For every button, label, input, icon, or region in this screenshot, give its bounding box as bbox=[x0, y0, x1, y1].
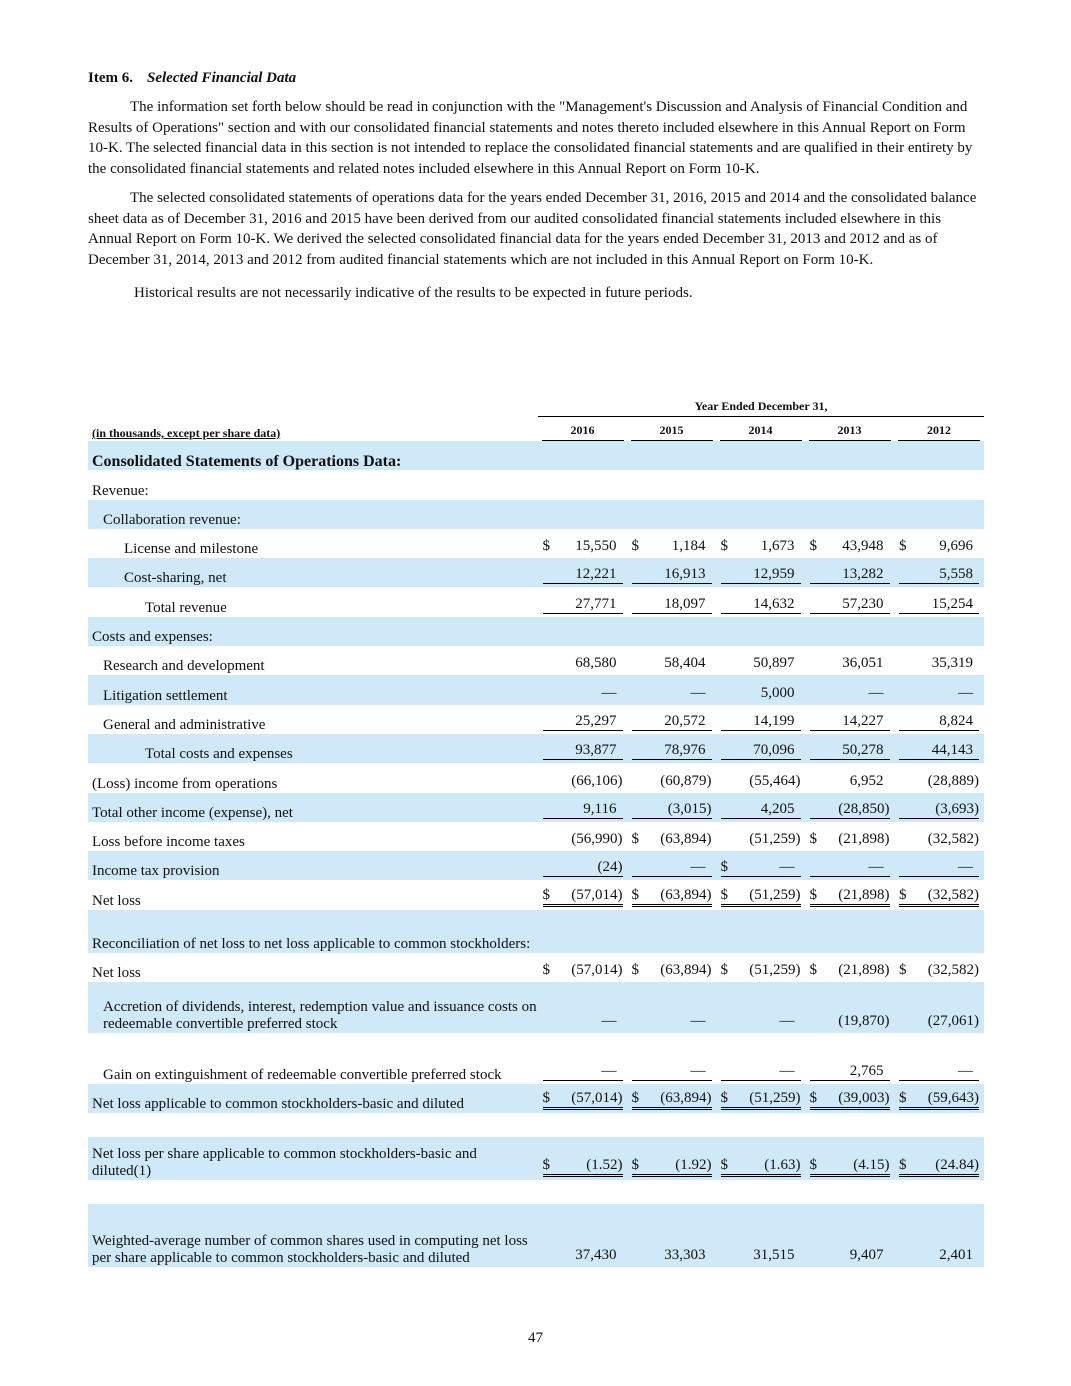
cell-value: (63,894) bbox=[660, 962, 712, 979]
table-row bbox=[88, 558, 984, 587]
currency-symbol: $ bbox=[809, 538, 817, 555]
value-cell bbox=[716, 734, 805, 763]
value-cell bbox=[805, 705, 894, 734]
cell-value: (21,898) bbox=[838, 831, 890, 848]
cell-value: (66,106) bbox=[571, 772, 623, 789]
value-cell bbox=[894, 1033, 984, 1084]
row-label: Net loss per share applicable to common stockholders-basic and diluted(1) bbox=[88, 1137, 538, 1180]
cell-value: 18,097 bbox=[664, 595, 706, 612]
cell-value: (1.52) bbox=[586, 1157, 623, 1174]
cell-value: (3,693) bbox=[935, 800, 980, 817]
value-cell bbox=[894, 617, 984, 646]
spacer-row bbox=[88, 1180, 984, 1204]
value-cell bbox=[716, 793, 805, 822]
value-cell bbox=[716, 558, 805, 587]
table-row bbox=[88, 1084, 984, 1113]
cell-value: — bbox=[779, 1063, 795, 1080]
value-cell bbox=[538, 793, 627, 822]
cell-value: 1,673 bbox=[760, 538, 795, 555]
value-cell bbox=[538, 1137, 627, 1180]
value-cell bbox=[538, 675, 627, 704]
cell-value: — bbox=[601, 1013, 617, 1030]
value-cell bbox=[538, 851, 627, 880]
currency-symbol: $ bbox=[542, 538, 550, 555]
cell-value: 15,254 bbox=[931, 595, 974, 612]
cell-value: — bbox=[779, 859, 795, 876]
value-cell bbox=[627, 734, 716, 763]
row-label: Consolidated Statements of Operations Data: bbox=[88, 441, 538, 470]
value-cell bbox=[894, 851, 984, 880]
currency-symbol: $ bbox=[631, 886, 639, 903]
table-row bbox=[88, 470, 984, 499]
value-cell bbox=[805, 529, 894, 558]
value-cell bbox=[894, 953, 984, 982]
cell-value: (56,990) bbox=[571, 831, 623, 848]
row-label: Research and development bbox=[103, 658, 265, 675]
value-cell bbox=[627, 441, 716, 470]
value-cell bbox=[716, 587, 805, 616]
currency-symbol: $ bbox=[631, 831, 639, 848]
cell-value: — bbox=[690, 1063, 706, 1080]
cell-value: (3,015) bbox=[667, 800, 712, 817]
row-label: License and milestone bbox=[124, 541, 259, 558]
value-cell bbox=[805, 734, 894, 763]
value-cell bbox=[538, 763, 627, 792]
currency-symbol: $ bbox=[720, 859, 728, 876]
document-body bbox=[88, 70, 983, 313]
table-row bbox=[88, 1204, 984, 1267]
value-cell bbox=[538, 441, 627, 470]
currency-symbol: $ bbox=[899, 538, 907, 555]
cell-value: (4.15) bbox=[853, 1157, 890, 1174]
cell-value: 6,952 bbox=[849, 772, 884, 789]
value-cell bbox=[627, 763, 716, 792]
cell-value: 9,696 bbox=[939, 538, 974, 555]
cell-value: 44,143 bbox=[931, 742, 974, 759]
value-cell bbox=[627, 529, 716, 558]
value-cell bbox=[805, 646, 894, 675]
value-cell bbox=[716, 851, 805, 880]
table-row bbox=[88, 617, 984, 646]
cell-value: 31,515 bbox=[753, 1247, 795, 1264]
value-cell bbox=[716, 822, 805, 851]
cell-value: (63,894) bbox=[660, 1090, 712, 1107]
year-header: 2012 bbox=[898, 423, 980, 441]
value-cell bbox=[627, 675, 716, 704]
value-cell bbox=[805, 500, 894, 529]
value-cell bbox=[894, 500, 984, 529]
value-cell bbox=[805, 793, 894, 822]
cell-value: 27,771 bbox=[575, 595, 617, 612]
cell-value: (57,014) bbox=[571, 962, 623, 979]
cell-value: 33,303 bbox=[664, 1247, 706, 1264]
row-label: Revenue: bbox=[92, 482, 149, 499]
row-label: Accretion of dividends, interest, redemption value and issuance costs on redeemable convertible preferred stock bbox=[88, 982, 538, 1033]
cell-value: — bbox=[690, 859, 706, 876]
value-cell bbox=[894, 646, 984, 675]
cell-value: 43,948 bbox=[842, 538, 884, 555]
cell-value: 58,404 bbox=[664, 655, 706, 672]
value-cell bbox=[627, 982, 716, 1033]
value-cell bbox=[538, 705, 627, 734]
cell-value: 2,401 bbox=[939, 1247, 974, 1264]
cell-value: 8,824 bbox=[939, 712, 974, 729]
cell-value: (32,582) bbox=[927, 962, 980, 979]
value-cell bbox=[538, 646, 627, 675]
value-cell bbox=[805, 617, 894, 646]
cell-value: (24.84) bbox=[935, 1157, 980, 1174]
cell-value: (32,582) bbox=[927, 886, 980, 903]
row-label: Net loss applicable to common stockholders-basic and diluted bbox=[88, 1084, 538, 1113]
table-row bbox=[88, 705, 984, 734]
currency-symbol: $ bbox=[720, 1157, 728, 1174]
value-cell bbox=[716, 763, 805, 792]
value-cell bbox=[538, 587, 627, 616]
cell-value: (19,870) bbox=[838, 1013, 890, 1030]
currency-symbol: $ bbox=[899, 1157, 907, 1174]
currency-symbol: $ bbox=[542, 886, 550, 903]
selected-financial-data-table bbox=[88, 393, 984, 1267]
value-cell bbox=[538, 910, 627, 953]
value-cell bbox=[805, 587, 894, 616]
value-cell bbox=[894, 982, 984, 1033]
currency-symbol: $ bbox=[631, 538, 639, 555]
currency-symbol: $ bbox=[899, 886, 907, 903]
value-cell bbox=[538, 734, 627, 763]
value-cell bbox=[538, 1204, 627, 1267]
cell-value: 16,913 bbox=[664, 566, 706, 583]
value-cell bbox=[627, 617, 716, 646]
value-cell bbox=[894, 587, 984, 616]
value-cell bbox=[805, 558, 894, 587]
cell-value: (21,898) bbox=[838, 886, 890, 903]
value-cell bbox=[894, 1137, 984, 1180]
cell-value: — bbox=[958, 859, 974, 876]
cell-value: — bbox=[868, 859, 884, 876]
cell-value: 37,430 bbox=[575, 1247, 617, 1264]
cell-value: — bbox=[868, 684, 884, 701]
cell-value: 36,051 bbox=[842, 655, 884, 672]
currency-symbol: $ bbox=[631, 1157, 639, 1174]
cell-value: (60,879) bbox=[660, 772, 712, 789]
cell-value: (63,894) bbox=[660, 831, 712, 848]
value-cell bbox=[894, 441, 984, 470]
cell-value: — bbox=[601, 1063, 617, 1080]
value-cell bbox=[894, 529, 984, 558]
table-row bbox=[88, 880, 984, 909]
cell-value: (39,003) bbox=[838, 1090, 890, 1107]
cell-value: (57,014) bbox=[571, 1090, 623, 1107]
cell-value: 14,227 bbox=[842, 712, 884, 729]
value-cell bbox=[805, 470, 894, 499]
cell-value: — bbox=[958, 684, 974, 701]
cell-value: 50,278 bbox=[842, 742, 884, 759]
table-row bbox=[88, 734, 984, 763]
value-cell bbox=[716, 617, 805, 646]
cell-value: 25,297 bbox=[575, 712, 617, 729]
cell-value: 15,550 bbox=[575, 538, 617, 555]
value-cell bbox=[716, 500, 805, 529]
value-cell bbox=[716, 910, 805, 953]
row-label: Reconciliation of net loss to net loss applicable to common stockholders: bbox=[88, 910, 538, 953]
table-row bbox=[88, 851, 984, 880]
value-cell bbox=[805, 763, 894, 792]
row-label: Cost-sharing, net bbox=[88, 558, 538, 587]
value-cell bbox=[627, 1137, 716, 1180]
cell-value: 12,221 bbox=[575, 566, 617, 583]
currency-symbol: $ bbox=[720, 962, 728, 979]
value-cell bbox=[716, 880, 805, 909]
currency-symbol: $ bbox=[809, 886, 817, 903]
cell-value: 14,632 bbox=[753, 595, 795, 612]
value-cell bbox=[716, 529, 805, 558]
value-cell bbox=[716, 1204, 805, 1267]
value-cell bbox=[538, 953, 627, 982]
value-cell bbox=[805, 675, 894, 704]
value-cell bbox=[538, 822, 627, 851]
table-row bbox=[88, 675, 984, 704]
value-cell bbox=[538, 1033, 627, 1084]
spacer-row bbox=[88, 1113, 984, 1137]
value-cell bbox=[627, 1033, 716, 1084]
value-cell bbox=[538, 500, 627, 529]
cell-value: (51,259) bbox=[749, 886, 801, 903]
year-header: 2015 bbox=[631, 423, 713, 441]
table-row bbox=[88, 953, 984, 982]
value-cell bbox=[894, 1084, 984, 1113]
value-cell bbox=[716, 1084, 805, 1113]
table-row bbox=[88, 1033, 984, 1084]
value-cell bbox=[627, 1084, 716, 1113]
derivation-paragraph: The selected consolidated statements of operations data for the years ended December 31, 2016, 2015 and 2014 and the consolidated balance sheet data as of December 31, 2016 and 2015 have been derived from our audited consolidated financial statements included elsewhere in this Annual Report on Form 10-K. We derived the selected consolidated financial data for the years ended December 31, 2013 and 2012 and as of December 31, 2014, 2013 and 2012 from audited financial statements which are not included in this Annual Report on Form 10-K. bbox=[88, 190, 977, 268]
value-cell bbox=[538, 529, 627, 558]
table-row bbox=[88, 763, 984, 792]
table-row bbox=[88, 793, 984, 822]
value-cell bbox=[894, 1204, 984, 1267]
cell-value: 78,976 bbox=[664, 742, 706, 759]
cell-value: — bbox=[690, 684, 706, 701]
value-cell bbox=[894, 470, 984, 499]
table-row bbox=[88, 529, 984, 558]
row-label: Net loss bbox=[92, 965, 141, 982]
row-label: (Loss) income from operations bbox=[92, 775, 278, 792]
table-row bbox=[88, 822, 984, 851]
cell-value: 35,319 bbox=[931, 655, 974, 672]
table-row bbox=[88, 441, 984, 470]
cell-value: (28,889) bbox=[927, 772, 980, 789]
currency-symbol: $ bbox=[631, 1090, 639, 1107]
cell-value: — bbox=[779, 1013, 795, 1030]
cell-value: 5,558 bbox=[939, 566, 974, 583]
currency-symbol: $ bbox=[809, 831, 817, 848]
value-cell bbox=[627, 500, 716, 529]
cell-value: (32,582) bbox=[927, 831, 980, 848]
value-cell bbox=[716, 705, 805, 734]
cell-value: (28,850) bbox=[838, 800, 890, 817]
historical-results-paragraph: Historical results are not necessarily indicative of the results to be expected in future periods. bbox=[134, 285, 693, 301]
value-cell bbox=[805, 910, 894, 953]
value-cell bbox=[805, 822, 894, 851]
value-cell bbox=[627, 953, 716, 982]
value-cell bbox=[894, 705, 984, 734]
cell-value: 2,765 bbox=[849, 1063, 884, 1080]
table-row bbox=[88, 1137, 984, 1180]
cell-value: 9,407 bbox=[849, 1247, 884, 1264]
currency-symbol: $ bbox=[720, 886, 728, 903]
cell-value: 57,230 bbox=[842, 595, 884, 612]
year-header: 2016 bbox=[542, 423, 624, 441]
row-label: Total costs and expenses bbox=[88, 734, 538, 763]
row-label: Total other income (expense), net bbox=[88, 793, 538, 822]
value-cell bbox=[716, 1137, 805, 1180]
value-cell bbox=[805, 1033, 894, 1084]
row-label: Income tax provision bbox=[88, 851, 538, 880]
value-cell bbox=[894, 880, 984, 909]
currency-symbol: $ bbox=[542, 1090, 550, 1107]
currency-symbol: $ bbox=[899, 1090, 907, 1107]
value-cell bbox=[894, 910, 984, 953]
cell-value: 1,184 bbox=[671, 538, 706, 555]
cell-value: (57,014) bbox=[571, 886, 623, 903]
value-cell bbox=[627, 851, 716, 880]
value-cell bbox=[805, 953, 894, 982]
table-row bbox=[88, 646, 984, 675]
currency-symbol: $ bbox=[809, 1157, 817, 1174]
table-row bbox=[88, 910, 984, 953]
cell-value: — bbox=[690, 1013, 706, 1030]
value-cell bbox=[716, 675, 805, 704]
cell-value: 50,897 bbox=[753, 655, 795, 672]
cell-value: (24) bbox=[597, 859, 623, 876]
row-label: General and administrative bbox=[103, 716, 266, 733]
cell-value: (63,894) bbox=[660, 886, 712, 903]
page-number: 47 bbox=[528, 1330, 543, 1346]
value-cell bbox=[716, 1033, 805, 1084]
cell-value: (51,259) bbox=[749, 962, 801, 979]
value-cell bbox=[894, 558, 984, 587]
currency-symbol: $ bbox=[809, 1090, 817, 1107]
cell-value: (21,898) bbox=[838, 962, 890, 979]
value-cell bbox=[627, 646, 716, 675]
value-cell bbox=[894, 822, 984, 851]
cell-value: 70,096 bbox=[753, 742, 795, 759]
currency-symbol: $ bbox=[899, 962, 907, 979]
value-cell bbox=[538, 558, 627, 587]
value-cell bbox=[716, 982, 805, 1033]
cell-value: — bbox=[958, 1063, 974, 1080]
value-cell bbox=[894, 675, 984, 704]
cell-value: (55,464) bbox=[749, 772, 801, 789]
currency-symbol: $ bbox=[542, 962, 550, 979]
value-cell bbox=[538, 617, 627, 646]
year-header: 2013 bbox=[809, 423, 891, 441]
currency-symbol: $ bbox=[809, 962, 817, 979]
cell-value: 5,000 bbox=[760, 684, 795, 701]
cell-value: 93,877 bbox=[575, 742, 617, 759]
section-heading bbox=[88, 70, 983, 87]
value-cell bbox=[894, 793, 984, 822]
value-cell bbox=[805, 1084, 894, 1113]
value-cell bbox=[627, 880, 716, 909]
row-label: Loss before income taxes bbox=[92, 834, 245, 851]
currency-symbol: $ bbox=[720, 1090, 728, 1107]
row-label: Litigation settlement bbox=[88, 675, 538, 704]
value-cell bbox=[538, 1084, 627, 1113]
cell-value: 13,282 bbox=[842, 566, 884, 583]
value-cell bbox=[716, 646, 805, 675]
cell-value: 4,205 bbox=[760, 800, 795, 817]
value-cell bbox=[805, 441, 894, 470]
value-cell bbox=[538, 880, 627, 909]
value-cell bbox=[805, 1137, 894, 1180]
value-cell bbox=[627, 822, 716, 851]
value-cell bbox=[805, 851, 894, 880]
item-number: Item 6. bbox=[88, 70, 133, 86]
value-cell bbox=[805, 880, 894, 909]
cell-value: 68,580 bbox=[575, 655, 617, 672]
value-cell bbox=[627, 587, 716, 616]
value-cell bbox=[627, 705, 716, 734]
row-label: Costs and expenses: bbox=[88, 617, 538, 646]
row-label: Gain on extinguishment of redeemable convertible preferred stock bbox=[103, 1067, 502, 1084]
currency-symbol: $ bbox=[720, 538, 728, 555]
value-cell bbox=[627, 793, 716, 822]
cell-value: (59,643) bbox=[927, 1090, 980, 1107]
value-cell bbox=[716, 470, 805, 499]
cell-value: (27,061) bbox=[927, 1013, 980, 1030]
year-header: 2014 bbox=[720, 423, 802, 441]
cell-value: (51,259) bbox=[749, 831, 801, 848]
value-cell bbox=[894, 734, 984, 763]
table-row bbox=[88, 587, 984, 616]
cell-value: (1.92) bbox=[675, 1157, 712, 1174]
cell-value: — bbox=[601, 684, 617, 701]
value-cell bbox=[805, 1204, 894, 1267]
value-cell bbox=[627, 558, 716, 587]
value-cell bbox=[716, 441, 805, 470]
cell-value: (51,259) bbox=[749, 1090, 801, 1107]
value-cell bbox=[627, 910, 716, 953]
units-label: (in thousands, except per share data) bbox=[92, 426, 281, 440]
table-row bbox=[88, 500, 984, 529]
value-cell bbox=[805, 982, 894, 1033]
row-label: Net loss bbox=[92, 892, 141, 909]
table-row bbox=[88, 982, 984, 1033]
value-cell bbox=[627, 470, 716, 499]
value-cell bbox=[538, 470, 627, 499]
row-label: Total revenue bbox=[145, 599, 227, 616]
section-title: Selected Financial Data bbox=[147, 70, 297, 86]
value-cell bbox=[716, 953, 805, 982]
currency-symbol: $ bbox=[542, 1157, 550, 1174]
cell-value: 12,959 bbox=[753, 566, 795, 583]
cell-value: (1.63) bbox=[764, 1157, 801, 1174]
row-label: Weighted-average number of common shares used in computing net loss per share applicable to common stockholders-basic and diluted bbox=[88, 1204, 538, 1267]
value-cell bbox=[894, 763, 984, 792]
period-header: Year Ended December 31, bbox=[538, 393, 984, 417]
cell-value: 14,199 bbox=[753, 712, 795, 729]
row-label: Collaboration revenue: bbox=[88, 500, 538, 529]
intro-paragraph: The information set forth below should be read in conjunction with the "Management's Discussion and Analysis of Financial Condition and Results of Operations" section and with our consolidated financial statements and notes thereto included elsewhere in this Annual Report on Form 10-K. The selected financial data in this section is not intended to replace the consolidated financial statements and are qualified in their entirety by the consolidated financial statements and related notes included elsewhere in this Annual Report on Form 10-K. bbox=[88, 99, 973, 177]
value-cell bbox=[627, 1204, 716, 1267]
currency-symbol: $ bbox=[631, 962, 639, 979]
cell-value: 9,116 bbox=[583, 800, 617, 817]
cell-value: 20,572 bbox=[664, 712, 706, 729]
value-cell bbox=[538, 982, 627, 1033]
